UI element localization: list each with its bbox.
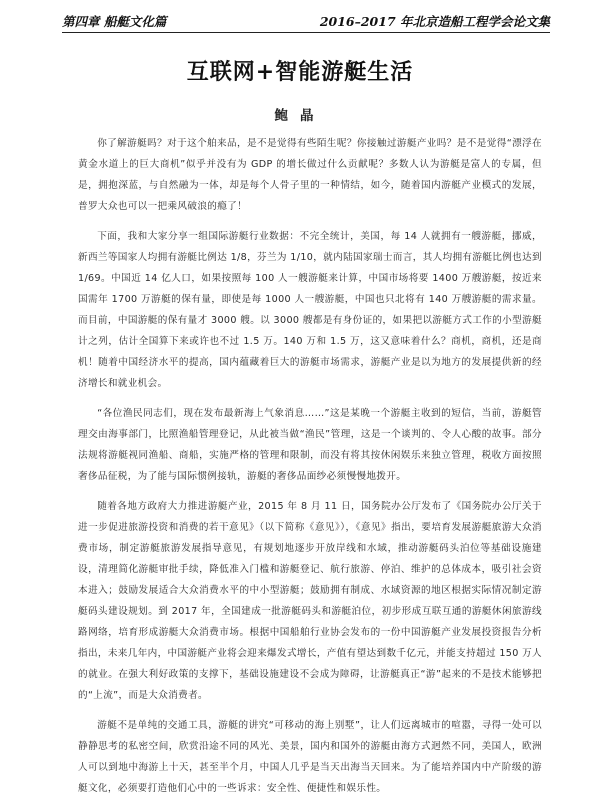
article-title: 互联网+智能游艇生活 bbox=[186, 59, 414, 85]
paragraph: 随着各地方政府大力推进游艇产业，2015 年 8 月 11 日，国务院办公厅发布了《国务院办公厅关于进一步促进旅游投资和消费的若干意见》（以下简称《意见》），《意见》指出，要培育发展游艇旅游大众消费市场，制定游艇旅游发展指导意见，有规划地逐步开放岸线和水域，推动游艇码头泊位等基础设施建设，清理简化游艇审批手续，降低准入门槛和游艇登记、航行旅游、停泊、维护的总体成本，吸引社会资本进入；鼓励发展适合大众消费水平的中小型游艇；鼓励拥有制成、水域资源的地区根据实际情况制定游艇码头建设规划。到 2017 年，全国建成一批游艇码头和游艇泊位，初步形成互联互通的游艇休闲旅游线路网络，培育形成游艇大众消费市场。根据中国船舶行业协会发布的一份中国游艇产业发展投资报告分析指出，未来几年内，中国游艇产业将会迎来爆发式增长，产值有望达到数千亿元，并能支持超过 150 万人的就业。在强大利好政策的支撑下，基础设施建设不会成为障碍，让游艇真正“游”起来的不是技术能够把的“上流”，而是大众消费者。 bbox=[78, 501, 542, 701]
paragraph: “各位渔民同志们，现在发布最新海上气象消息……”这是某晚一个游艇主收到的短信，当前，游艇管理交由海事部门，比照渔船管理登记，从此被当做“渔民”管理，这是一个谈判的、令人心酸的故事。部分法规将游艇视同渔船、商船，实施严格的管理和限制，而没有将其按休闲娱乐来独立管理，税收方面按照奢侈品征税，为了能与国际惯例接轨，游艇的奢侈品面纱必须慢慢地拨开。 bbox=[78, 408, 542, 482]
paragraph: 下面，我和大家分享一组国际游艇行业数据：不完全统计，美国，每 14 人就拥有一艘游艇，挪威，新西兰等国家人均拥有游艇比例达 1/8，芬兰为 1/10，就内陆国家瑞士而言，其人均拥有游艇比例也达到 1/69。中国近 14 亿人口，如果按照每 100 人一艘游艇来计算，中国市场将要 1400 万艘游艇，按近来国需年 1700 万游艇的保有量，即使是每 1000 人一艘游艇，中国也只北将有 140 万艘游艇的需求量。而目前，中国游艇的保有量才 3000 艘。以 3000 艘都是有身份证的，如果把以游艇方式工作的小型游艇计之列，估计全国算下来或许也不过 1.5 万。140 万和 1.5 万，这又意味着什么？商机，商机，还是商机！随着中国经济水平的提高，国内蕴藏着巨大的游艇市场需求，游艇产业是以为地方的发展提供新的经济增长和就业机会。 bbox=[78, 231, 542, 389]
chapter-label: 第四章 船艇文化篇 bbox=[62, 14, 167, 29]
article-author: 鲍晶 bbox=[274, 108, 326, 124]
article-body bbox=[78, 133, 542, 808]
collection-label: 2016–2017 年北京造船工程学会论文集 bbox=[319, 14, 550, 29]
paragraph: 游艇不是单纯的交通工具，游艇的讲究“可移动的海上别墅”，让人们远离城市的喧嚣，寻得一处可以静静思考的私密空间，欣赏沿途不同的风光、美景，国内和国外的游艇由海方式迥然不同，美国人，欧洲人可以到地中海游上十天，甚至半个月，中国人几乎是当天出海当天回来。为了能培养国内中产阶级的游艇文化，必须要打造他们心中的一些诉求：安全性、便捷性和娱乐性。 bbox=[78, 720, 542, 794]
paragraph: 你了解游艇吗？对于这个舶来品，是不是觉得有些陌生呢？你接触过游艇产业吗？是不是觉得“漂浮在黄金水道上的巨大商机”似乎并没有为 GDP 的增长做过什么贡献呢？多数人认为游艇是富人的专属，但是，拥抱深蓝，与自然融为一体，却是每个人骨子里的一种情结，如今，随着国内游艇产业模式的发展，普罗大众也可以一把乘风破浪的瘾了！ bbox=[78, 138, 542, 212]
header-rule bbox=[62, 32, 550, 33]
running-head bbox=[62, 8, 550, 30]
